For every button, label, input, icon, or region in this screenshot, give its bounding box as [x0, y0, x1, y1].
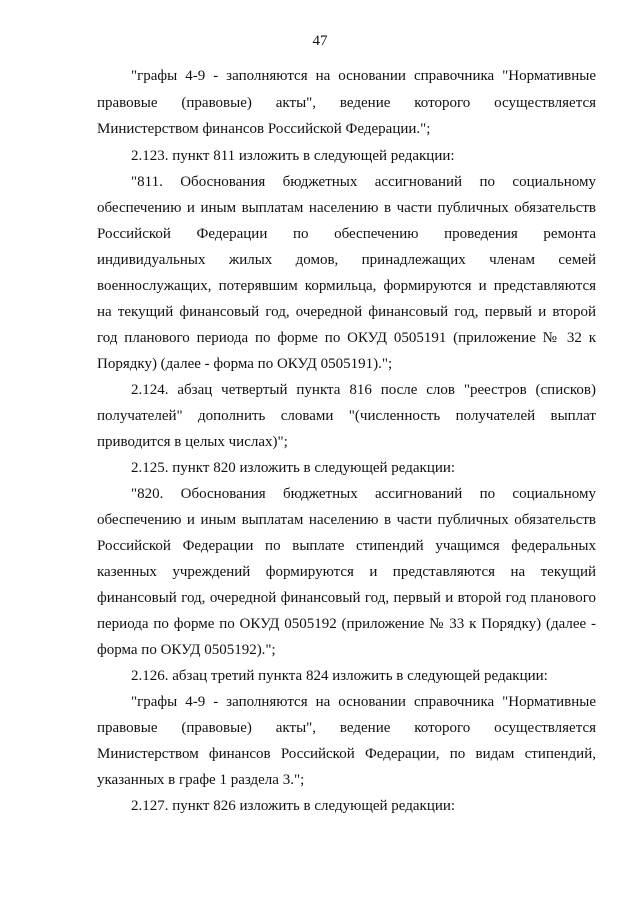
- text-line: правовые (правовые) акты", ведение которого осуществляется: [97, 720, 596, 736]
- text-line: 2.125. пункт 820 изложить в следующей редакции:: [131, 460, 456, 476]
- text-line: указанных в графе 1 раздела 3.";: [97, 772, 305, 788]
- text-line: на текущий финансовый год, очередной финансовый год, первый и второй: [97, 304, 596, 320]
- text-line: приводится в целых числах)";: [97, 434, 288, 450]
- text-line: "графы 4-9 - заполняются на основании справочника "Нормативные: [131, 68, 596, 84]
- text-line: 2.123. пункт 811 изложить в следующей редакции:: [131, 148, 455, 164]
- text-line: Министерством финансов Российской Федерации.";: [97, 121, 431, 137]
- text-line: правовые (правовые) акты", ведение которого осуществляется: [97, 95, 596, 111]
- text-line: "графы 4-9 - заполняются на основании справочника "Нормативные: [131, 694, 596, 710]
- text-line: финансовый год, очередной финансовый год, первый и второй год планового: [97, 590, 596, 606]
- text-line: получателей" дополнить словами "(численность получателей выплат: [97, 408, 596, 424]
- text-line: год планового периода по форме по ОКУД 0505191 (приложение № 32 к: [97, 330, 596, 346]
- text-line: 2.126. абзац третий пункта 824 изложить в следующей редакции:: [131, 668, 548, 684]
- text-line: военнослужащих, потерявшим кормильца, формируются и представляются: [97, 278, 596, 294]
- text-line: Российской Федерации по обеспечению проведения ремонта: [97, 226, 596, 242]
- text-line: обеспечению и иным выплатам населению в части публичных обязательств: [97, 200, 596, 216]
- text-line: Российской Федерации по выплате стипендий учащимся федеральных: [97, 538, 596, 554]
- text-line: обеспечению и иным выплатам населению в части публичных обязательств: [97, 512, 596, 528]
- text-line: 2.124. абзац четвертый пункта 816 после слов "реестров (списков): [131, 382, 596, 398]
- page-number: 47: [312, 33, 328, 49]
- text-line: 2.127. пункт 826 изложить в следующей редакции:: [131, 798, 456, 814]
- text-line: Министерством финансов Российской Федерации, по видам стипендий,: [97, 746, 596, 762]
- text-line: казенных учреждений формируются и представляются на текущий: [97, 564, 596, 580]
- text-line: индивидуальных жилых домов, принадлежащих членам семей: [97, 252, 596, 268]
- text-line: периода по форме по ОКУД 0505192 (приложение № 33 к Порядку) (далее -: [97, 616, 596, 632]
- text-line: "820. Обоснования бюджетных ассигнований по социальному: [131, 486, 596, 502]
- text-line: "811. Обоснования бюджетных ассигнований по социальному: [131, 174, 596, 190]
- text-line: Порядку) (далее - форма по ОКУД 0505191).";: [97, 356, 393, 372]
- text-line: форма по ОКУД 0505192).";: [97, 642, 276, 658]
